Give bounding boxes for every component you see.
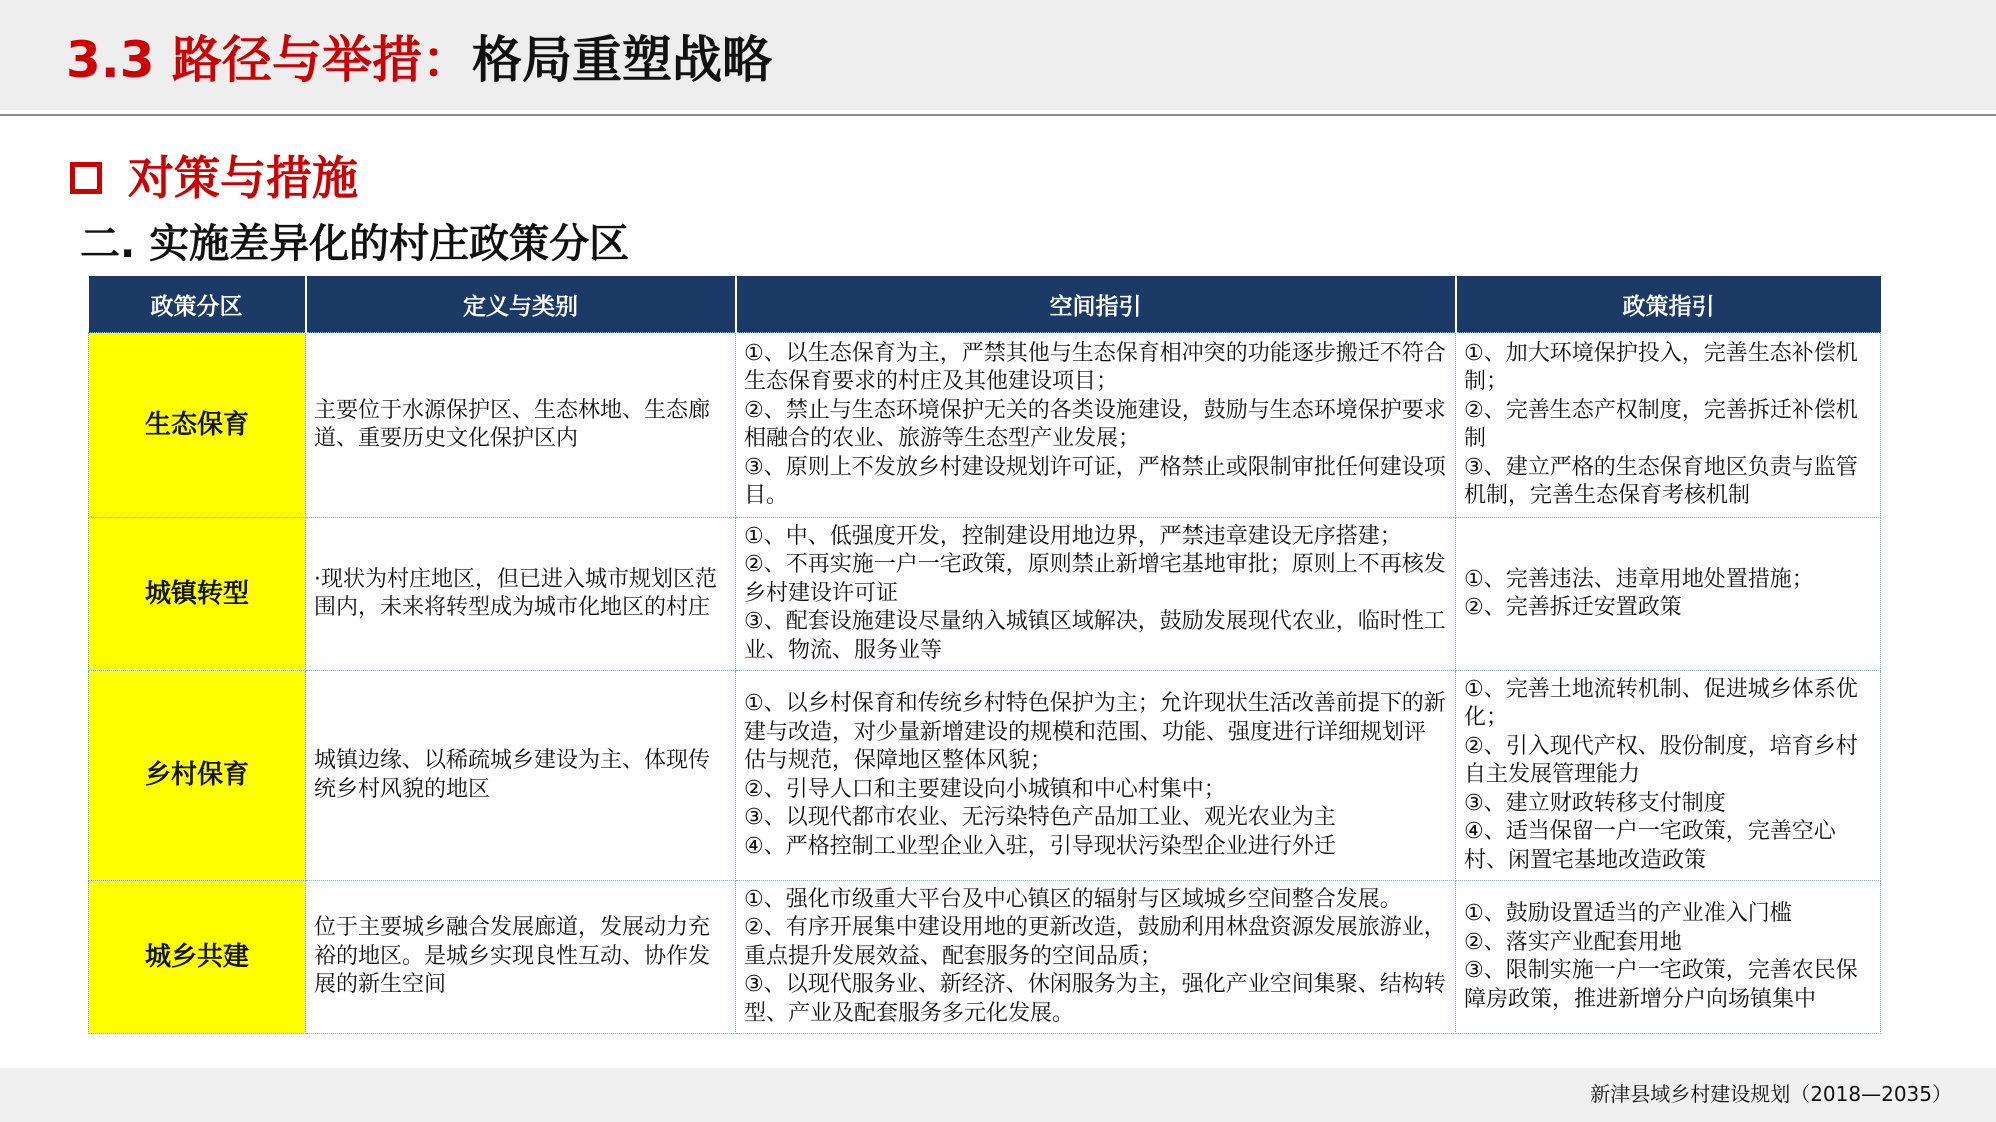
policy-zone-table — [88, 276, 1881, 1034]
definition-cell: 城镇边缘、以稀疏城乡建设为主、体现传统乡村风貌的地区 — [306, 671, 736, 881]
spatial-cell: ①、以生态保育为主，严禁其他与生态保育相冲突的功能逐步搬迁不符合生态保育要求的村庄及其他建设项目； ②、禁止与生态环境保护无关的各类设施建设，鼓励与生态环境保护要求相融合的农业、旅游等生态型产业发展； ③、原则上不发放乡村建设规划许可证，严格禁止或限制审批任何建设项目。 — [736, 333, 1456, 518]
table-row — [89, 671, 1881, 881]
policy-cell: ①、加大环境保护投入，完善生态补偿机制； ②、完善生态产权制度，完善拆迁补偿机制 ③、建立严格的生态保育地区负责与监管机制，完善生态保育考核机制 — [1456, 333, 1881, 518]
header-policy-guidance: 政策指引 — [1456, 276, 1881, 333]
policy-cell: ①、鼓励设置适当的产业准入门槛 ②、落实产业配套用地 ③、限制实施一户一宅政策，完善农民保障房政策，推进新增分户向场镇集中 — [1456, 881, 1881, 1034]
zone-cell: 乡村保育 — [89, 671, 306, 881]
policy-cell: ①、完善违法、违章用地处置措施； ②、完善拆迁安置政策 — [1456, 518, 1881, 671]
section-heading — [70, 148, 358, 208]
definition-cell: 主要位于水源保护区、生态林地、生态廊道、重要历史文化保护区内 — [306, 333, 736, 518]
definition-cell: ·现状为村庄地区，但已进入城市规划区范围内，未来将转型成为城市化地区的村庄 — [306, 518, 736, 671]
section-subtitle: 二. 实施差异化的村庄政策分区 — [80, 221, 630, 267]
table-row — [89, 881, 1881, 1034]
page-title — [66, 28, 772, 92]
table-row — [89, 518, 1881, 671]
policy-cell: ①、完善土地流转机制、促进城乡体系优化； ②、引入现代产权、股份制度，培育乡村自主发展管理能力 ③、建立财政转移支付制度 ④、适当保留一户一宅政策，完善空心村、闲置宅基地改造政策 — [1456, 671, 1881, 881]
spatial-cell: ①、以乡村保育和传统乡村特色保护为主；允许现状生活改善前提下的新建与改造，对少量新增建设的规模和范围、功能、强度进行详细规划评估与规范，保障地区整体风貌； ②、引导人口和主要建设向小城镇和中心村集中； ③、以现代都市农业、无污染特色产品加工业、观光农业为主 ④、严格控制工业型企业入驻，引导现状污染型企业进行外迁 — [736, 671, 1456, 881]
table-header-row — [89, 276, 1881, 333]
square-bullet-icon — [70, 162, 102, 194]
table-row — [89, 333, 1881, 518]
page-title-suffix: 格局重塑战略 — [471, 31, 772, 89]
zone-cell: 生态保育 — [89, 333, 306, 518]
zone-cell: 城镇转型 — [89, 518, 306, 671]
spatial-cell: ①、中、低强度开发，控制建设用地边界，严禁违章建设无序搭建； ②、不再实施一户一宅政策，原则禁止新增宅基地审批；原则上不再核发乡村建设许可证 ③、配套设施建设尽量纳入城镇区域解决，鼓励发展现代农业，临时性工业、物流、服务业等 — [736, 518, 1456, 671]
spatial-cell: ①、强化市级重大平台及中心镇区的辐射与区域城乡空间整合发展。 ②、有序开展集中建设用地的更新改造，鼓励利用林盘资源发展旅游业，重点提升发展效益、配套服务的空间品质； ③、以现代服务业、新经济、休闲服务为主，强化产业空间集聚、结构转型、产业及配套服务多元化发展。 — [736, 881, 1456, 1034]
header-spatial-guidance: 空间指引 — [736, 276, 1456, 333]
header-definition: 定义与类别 — [306, 276, 736, 333]
definition-cell: 位于主要城乡融合发展廊道，发展动力充裕的地区。是城乡实现良性互动、协作发展的新生空间 — [306, 881, 736, 1034]
header-divider — [0, 114, 1996, 116]
footer-text: 新津县域乡村建设规划（2018—2035） — [1590, 1082, 1952, 1106]
section-title: 对策与措施 — [128, 151, 358, 205]
page-title-prefix: 3.3 路径与举措： — [66, 31, 472, 89]
header-zone: 政策分区 — [89, 276, 306, 333]
zone-cell: 城乡共建 — [89, 881, 306, 1034]
